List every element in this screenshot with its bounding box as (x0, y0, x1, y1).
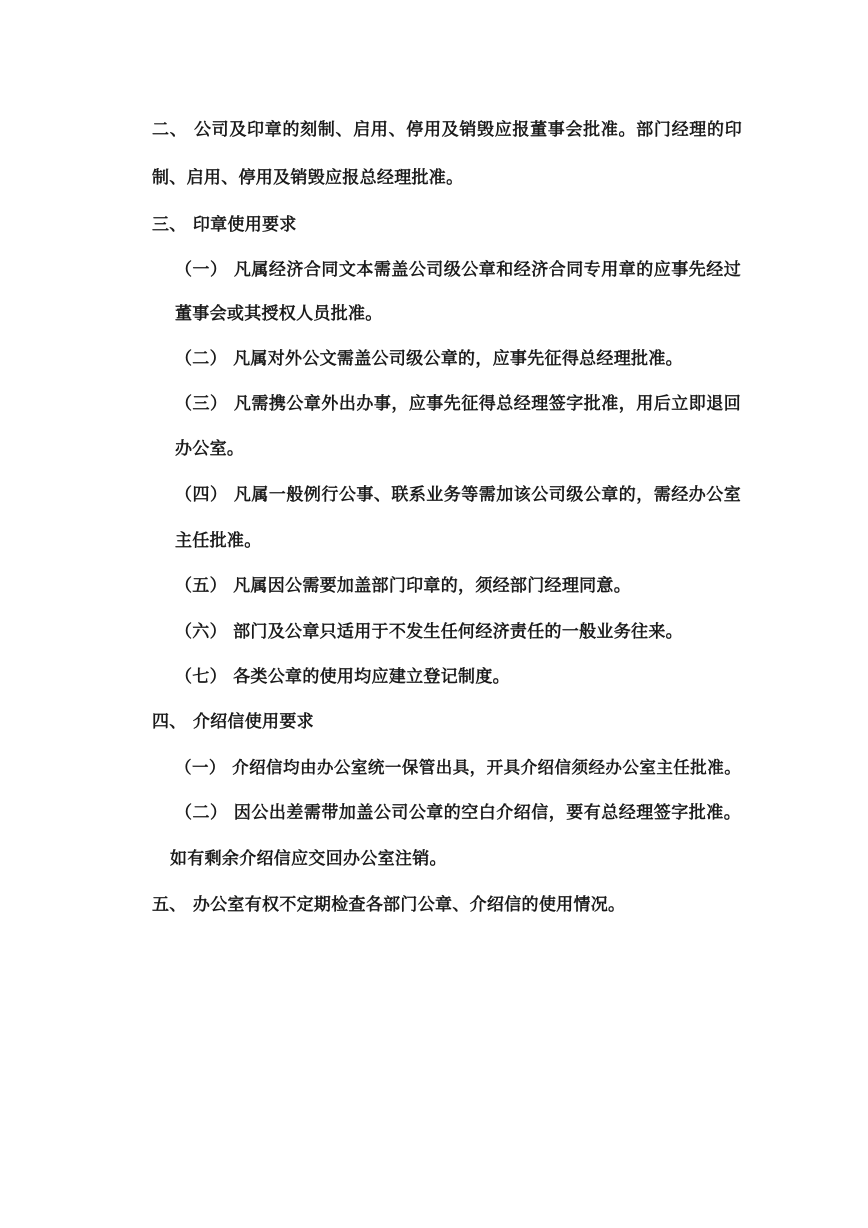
section-2-line-2: 制、启用、停用及销毁应报总经理批准。 (152, 168, 464, 188)
section-3-item-2: （二） 凡属对外公文需盖公司级公章的，应事先征得总经理批准。 (175, 349, 683, 369)
section-2-line-1: 二、 公司及印章的刻制、启用、停用及销毁应报董事会批准。部门经理的印 (152, 120, 742, 140)
section-3-item-4-line-1: （四） 凡属一般例行公事、联系业务等需加该公司级公章的，需经办公室 (175, 485, 741, 505)
section-3-item-5: （五） 凡属因公需要加盖部门印章的，须经部门经理同意。 (175, 576, 632, 596)
section-3-item-1-line-1: （一） 凡属经济合同文本需盖公司级公章和经济合同专用章的应事先经过 (175, 260, 741, 280)
section-5-line: 五、 办公室有权不定期检查各部门公章、介绍信的使用情况。 (152, 895, 626, 915)
section-4-item-2-line-2: 如有剩余介绍信应交回办公室注销。 (170, 849, 447, 869)
section-4-item-2-line-1: （二） 因公出差需带加盖公司公章的空白介绍信，要有总经理签字批准。 (175, 803, 741, 823)
section-4-heading: 四、 介绍信使用要求 (152, 712, 314, 732)
section-3-item-3-line-2: 办公室。 (175, 439, 245, 459)
section-3-item-4-line-2: 主任批准。 (175, 531, 262, 551)
section-3-heading: 三、 印章使用要求 (152, 215, 297, 235)
section-3-item-7: （七） 各类公章的使用均应建立登记制度。 (175, 667, 510, 687)
section-3-item-1-line-2: 董事会或其授权人员批准。 (175, 304, 383, 324)
section-3-item-3-line-1: （三） 凡需携公章外出办事，应事先征得总经理签字批准，用后立即退回 (175, 394, 741, 414)
section-3-item-6: （六） 部门及公章只适用于不发生任何经济责任的一般业务往来。 (175, 622, 683, 642)
section-4-item-1: （一） 介绍信均由办公室统一保管出具，开具介绍信须经办公室主任批准。 (175, 758, 741, 777)
